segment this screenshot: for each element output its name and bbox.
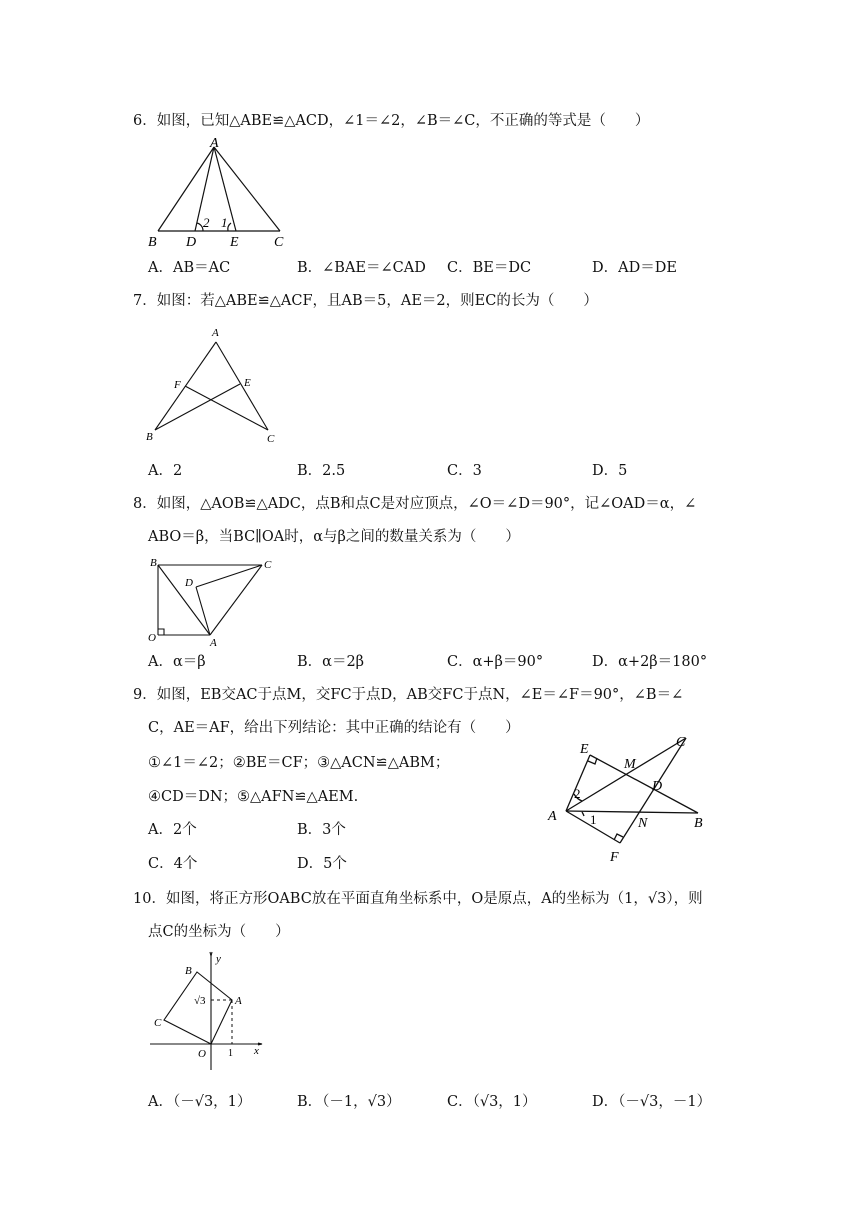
q8-label-o: O xyxy=(148,632,156,644)
q9-stem-line1: 9．如图，EB交AC于点M，交FC于点D，AB交FC于点N，∠E＝∠F＝90°，∠B＝∠ xyxy=(133,687,684,703)
q9-stem-line2: C，AE＝AF，给出下列结论：其中正确的结论有（ ） xyxy=(148,720,520,736)
q9-conclusions-line1: ①∠1＝∠2；②BE＝CF；③△ACN≌△ABM； xyxy=(148,755,450,771)
q10-label-sqrt3: √3 xyxy=(194,995,206,1007)
q10-option-d: D．（－√3，－1） xyxy=(592,1094,712,1110)
q7-label-f: F xyxy=(174,379,181,391)
q10-label-y: y xyxy=(216,953,221,965)
q8-segment-dc xyxy=(196,565,262,587)
q7-label-e: E xyxy=(244,377,251,389)
q10-label-a: A xyxy=(235,995,242,1007)
q8-option-a: A．α＝β xyxy=(148,654,206,670)
q6-label-angle2: 2 xyxy=(203,215,210,230)
q6-label-b: B xyxy=(148,235,157,250)
q8-stem-line2: ABO＝β，当BC∥OA时，α与β之间的数量关系为（ ） xyxy=(148,529,520,545)
q6-option-d: D．AD＝DE xyxy=(592,260,677,276)
q7-stem: 7．如图：若△ABE≌△ACF，且AB＝5，AE＝2，则EC的长为（ ） xyxy=(133,293,598,309)
q10-label-one: 1 xyxy=(228,1048,233,1059)
q8-option-c: C．α+β＝90° xyxy=(447,654,544,670)
q10-label-o: O xyxy=(198,1048,206,1060)
q10-square-oabc xyxy=(164,972,232,1044)
q6-label-a: A xyxy=(210,136,219,151)
q6-option-c: C．BE＝DC xyxy=(447,260,532,276)
q9-label-d: D xyxy=(652,779,663,794)
q8-right-angle-o xyxy=(158,629,164,635)
q9-label-n: N xyxy=(638,816,648,831)
q7-segment-be xyxy=(155,384,240,430)
q6-label-e: E xyxy=(230,235,239,250)
q9-option-b: B．3个 xyxy=(297,822,346,838)
q7-figure xyxy=(140,322,290,447)
q7-label-b: B xyxy=(146,431,153,443)
q9-segment-ae xyxy=(566,755,590,811)
q6-option-a: A．AB＝AC xyxy=(148,260,231,276)
q10-option-b: B．（－1，√3） xyxy=(297,1094,401,1110)
q9-label-e: E xyxy=(580,742,589,757)
q8-label-b: B xyxy=(150,557,157,569)
q10-label-c: C xyxy=(154,1017,162,1029)
q10-label-b: B xyxy=(185,965,192,977)
q7-label-c: C xyxy=(267,433,275,445)
q8-segment-ad xyxy=(196,587,210,635)
q6-option-b: B．∠BAE＝∠CAD xyxy=(297,260,426,276)
q9-option-a: A．2个 xyxy=(148,822,197,838)
q8-segment-ca xyxy=(210,565,262,635)
q9-figure xyxy=(540,728,720,868)
q6-stem: 6．如图，已知△ABE≌△ACD，∠1＝∠2，∠B＝∠C，不正确的等式是（ ） xyxy=(133,113,650,129)
q9-right-angle-f xyxy=(614,834,623,840)
q6-figure xyxy=(140,135,300,250)
q9-option-c: C．4个 xyxy=(148,856,198,872)
q8-label-c: C xyxy=(264,559,272,571)
q6-label-angle1: 1 xyxy=(221,215,228,230)
q9-label-f: F xyxy=(610,850,619,865)
q6-label-d: D xyxy=(186,235,197,250)
q7-label-a: A xyxy=(212,327,219,339)
q7-option-c: C．3 xyxy=(447,463,482,479)
q7-option-d: D．5 xyxy=(592,463,628,479)
q8-label-d: D xyxy=(185,577,193,589)
q10-option-a: A．（－√3，1） xyxy=(148,1094,252,1110)
q9-right-angle-e xyxy=(588,758,597,764)
q9-segment-ab xyxy=(566,811,698,813)
q8-option-d: D．α+2β＝180° xyxy=(592,654,708,670)
q10-stem-line2: 点C的坐标为（ ） xyxy=(148,924,290,940)
q9-label-angle1: 1 xyxy=(590,812,597,827)
q10-y-arrow xyxy=(210,952,212,956)
q9-angle1-arc xyxy=(582,812,584,816)
q10-option-c: C．（√3，1） xyxy=(447,1094,537,1110)
q7-option-b: B．2.5 xyxy=(297,463,346,479)
q7-option-a: A．2 xyxy=(148,463,183,479)
q10-figure xyxy=(140,948,270,1073)
q8-stem-line1: 8．如图，△AOB≌△ADC，点B和点C是对应顶点，∠O＝∠D＝90°，记∠OAD＝α，∠ xyxy=(133,496,697,512)
q9-option-d: D．5个 xyxy=(297,856,347,872)
q8-option-b: B．α＝2β xyxy=(297,654,365,670)
q9-label-b: B xyxy=(694,816,703,831)
q10-stem-line1: 10．如图，将正方形OABC放在平面直角坐标系中，O是原点，A的坐标为（1，√3），则 xyxy=(133,891,703,907)
q9-label-c: C xyxy=(676,735,686,750)
q10-label-x: x xyxy=(254,1045,259,1057)
q6-label-c: C xyxy=(274,235,284,250)
q9-label-a: A xyxy=(548,809,557,824)
q8-label-a: A xyxy=(210,637,217,649)
q9-label-m: M xyxy=(624,757,636,772)
q8-segment-ba xyxy=(158,565,210,635)
q9-label-angle2: 2 xyxy=(574,786,581,801)
q9-conclusions-line2: ④CD＝DN；⑤△AFN≌△AEM. xyxy=(148,789,359,805)
q6-angle1-arc xyxy=(228,223,231,231)
q8-figure xyxy=(140,553,280,648)
